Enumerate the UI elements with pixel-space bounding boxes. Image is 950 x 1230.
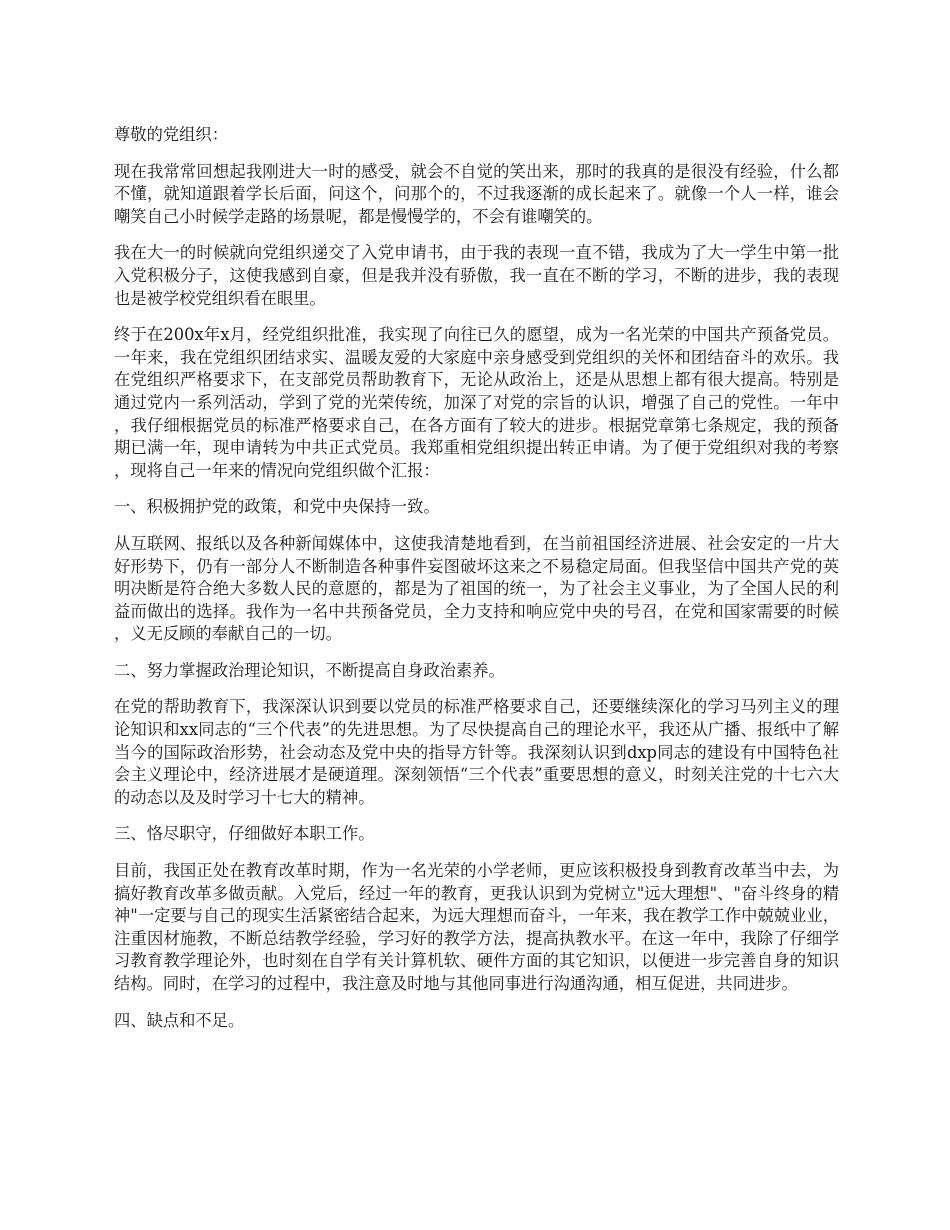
paragraph-intro: 现在我常常回想起我刚进大一时的感受，就会不自觉的笑出来，那时的我真的是很没有经验，什么都不懂，就知道跟着学长后面，问这个，问那个的，不过我逐渐的成长起来了。就像一个人一样，谁会嘲笑自己小时候学走路的场景呢，都是慢慢学的，不会有谁嘲笑的。 xyxy=(114,161,839,226)
paragraph-probation: 终于在200x年x月，经党组织批准，我实现了向往已久的愿望，成为一名光荣的中国共产预备党员。一年来，我在党组织团结求实、温暖友爱的大家庭中亲身感受到党组织的关怀和团结奋斗的欢乐。我在党组织严格要求下，在支部党员帮助教育下，无论从政治上，还是从思想上都有很大提高。特别是通过党内一系列活动，学到了党的光荣传统，加深了对党的宗旨的认识，增强了自己的党性。一年中，我仔细根据党员的标准严格要求自己，在各方面有了较大的进步。根据党章第七条规定，我的预备期已满一年，现申请转为中共正式党员。我郑重相党组织提出转正申请。为了便于党组织对我的考察，现将自己一年来的情况向党组织做个汇报： xyxy=(114,325,839,480)
paragraph-application: 我在大一的时候就向党组织递交了入党申请书，由于我的表现一直不错，我成为了大一学生中第一批入党积极分子，这使我感到自豪，但是我并没有骄傲，我一直在不断的学习，不断的进步，我的表现也是被学校党组织看在眼里。 xyxy=(114,243,839,308)
salutation: 尊敬的党组织： xyxy=(114,125,228,144)
section-heading-4: 四、缺点和不足。 xyxy=(114,1010,245,1030)
paragraph-work: 目前，我国正处在教育改革时期，作为一名光荣的小学老师，更应该积极投身到教育改革当中去，为搞好教育改革多做贡献。入党后，经过一年的教育，更我认识到为党树立"远大理想"、"奋斗终身的精神"一定要与自己的现实生活紧密结合起来，为远大理想而奋斗，一年来，我在教学工作中兢兢业业，注重因材施教，不断总结教学经验，学习好的教学方法，提高执教水平。在这一年中，我除了仔细学习教育教学理论外，也时刻在自学有关计算机软、硬件方面的其它知识，以便进一步完善自身的知识结构。同时，在学习的过程中，我注意及时地与其他同事进行沟通沟通，相互促进，共同进步。 xyxy=(114,861,839,993)
document-page xyxy=(114,114,839,1046)
paragraph-policy: 从互联网、报纸以及各种新闻媒体中，这使我清楚地看到，在当前祖国经济进展、社会安定的一片大好形势下，仍有一部分人不断制造各种事件妄图破坏这来之不易稳定局面。但我坚信中国共产党的英明决断是符合绝大多数人民的意愿的，都是为了祖国的统一，为了社会主义事业，为了全国人民的利益而做出的选择。我作为一名中共预备党员，全力支持和响应党中央的号召，在党和国家需要的时候，义无反顾的奉献自己的一切。 xyxy=(114,533,839,644)
section-heading-3: 三、恪尽职守，仔细做好本职工作。 xyxy=(114,824,375,844)
paragraph-theory: 在党的帮助教育下，我深深认识到要以党员的标准严格要求自己，还要继续深化的学习马列主义的理论知识和xx同志的“三个代表”的先进思想。为了尽快提高自己的理论水平，我还从广播、报纸中了解当今的国际政治形势，社会动态及党中央的指导方针等。我深刻认识到dxp同志的建设有中国特色社会主义理论中，经济进展才是硬道理。深刻领悟“三个代表”重要思想的意义，时刻关注党的十七六大的动态以及及时学习十七大的精神。 xyxy=(114,697,839,807)
section-heading-2: 二、努力掌握政治理论知识，不断提高自身政治素养。 xyxy=(114,660,505,680)
section-heading-1: 一、积极拥护党的政策，和党中央保持一致。 xyxy=(114,497,440,517)
